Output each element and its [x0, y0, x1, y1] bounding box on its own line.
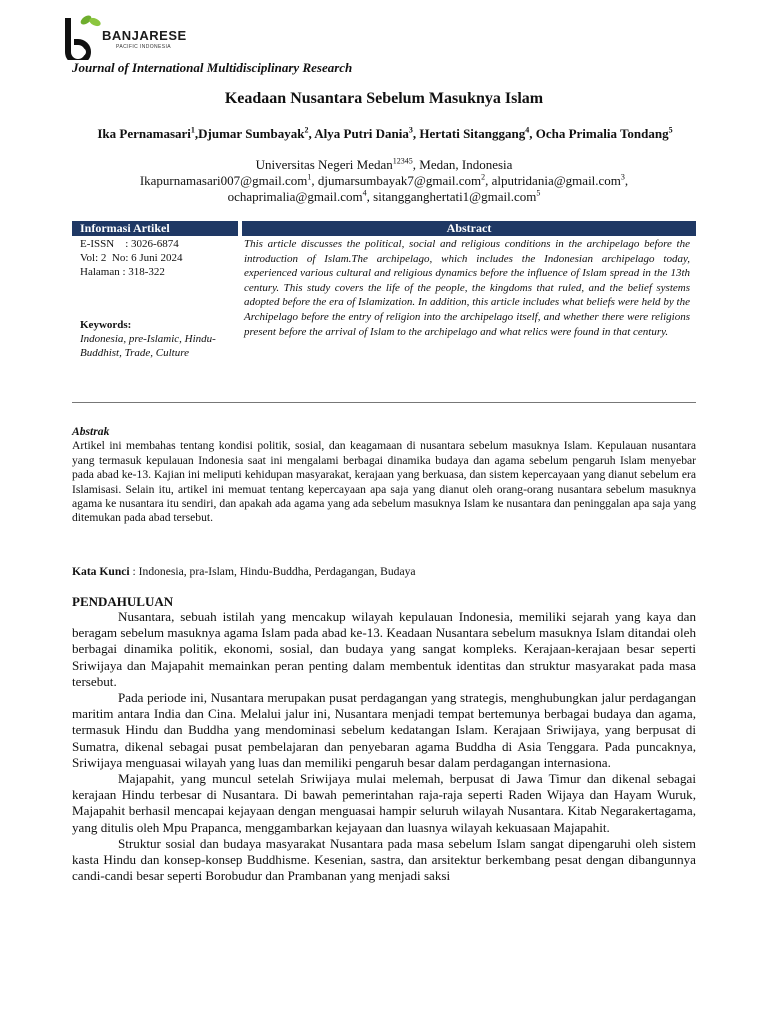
author-name: Alya Putri Dania — [314, 126, 409, 141]
brand-subtitle: PACIFIC INDONESIA — [116, 44, 172, 50]
article-info-table — [72, 221, 696, 403]
email-link[interactable]: alputridania@gmail.com — [491, 173, 621, 188]
paragraph: Majapahit, yang muncul setelah Sriwijaya mulai melemah, berpusat di Jawa Timur dan dikenal sebagai kerajaan Hindu terbesar di Nusantara. Di bawah pemerintahan raja-raja seperti Raden Wijaya dan Hayam Wuruk, Majapahit berhasil mencapai kejayaan dengan menguasai hampir seluruh wilayah Nusantara. Kitab Negarakertagama, yang ditulis oleh Mpu Prapanca, menggambarkan kejayaan dan luasnya wilayah kekuasaan Majapahit. — [72, 771, 696, 835]
divider — [72, 402, 696, 403]
affiliation: Universitas Negeri Medan — [255, 157, 393, 172]
email-sup: 5 — [536, 188, 541, 198]
author-sup: 5 — [668, 125, 673, 135]
english-abstract: This article discusses the political, social and religious conditions in the archipelago before the introduction of Islam.The archipelago, which includes the Indonesian archipelago today, experienced various cultural and religious dynamics before the influence of Islam spread in the 13th century. This study covers the life of the people, the kingdoms that ruled, and the belief systems adopted before the era of Islamization. In addition, this article includes what beliefs were held by the Archipelago before the entry of religion into the archipelago itself, and whether there were religions present before the arrival of Islam to the archipelago and what relics were found in that century. — [244, 238, 690, 338]
keywords-block — [80, 318, 230, 360]
brand-name: BANJARESE — [102, 28, 187, 43]
kata-kunci-value: : Indonesia, pra-Islam, Hindu-Buddha, Perdagangan, Budaya — [129, 565, 416, 578]
author-name: Ocha Primalia Tondang — [535, 126, 669, 141]
abstrak-block — [72, 425, 696, 526]
pages: Halaman : 318-322 — [80, 266, 165, 278]
kata-kunci-label: Kata Kunci — [72, 565, 130, 578]
author-name: Djumar Sumbayak — [198, 126, 305, 141]
paragraph: Pada periode ini, Nusantara merupakan pusat perdagangan yang strategis, menghubungkan jalur perdagangan maritim antara India dan Cina. Melalui jalur ini, Nusantara menjadi tempat bertemunya berbagai budaya dan agama, termasuk Hindu dan Buddha yang mendominasi sebelum kedatangan Islam. Kerajaan Sriwijaya, yang berpusat di Sumatra, dikenal sebagai pusat pembelajaran dan penyebaran agama Buddha di Asia Tenggara. Pada puncaknya, Sriwijaya menguasai wilayah yang luas dan memiliki pengaruh besar dalam perdagangan internasiona. — [72, 690, 696, 770]
article-meta — [80, 237, 182, 279]
author-sup: 3 — [408, 125, 413, 135]
email-link[interactable]: sitangganghertati1@gmail.com — [373, 189, 537, 204]
paragraph: Struktur sosial dan budaya masyarakat Nusantara pada masa sebelum Islam sangat dipengaruhi oleh sistem kasta Hindu dan konsep-konsep Buddhisme. Kesenian, sastra, dan arsitektur berkembang pesat dengan dibangunnya candi-candi besar seperti Borobudur dan Prambanan yang menjadi saksi — [72, 835, 696, 884]
author-sup: 4 — [525, 125, 530, 135]
info-header: Informasi Artikel — [72, 221, 238, 236]
email-sup: 1 — [307, 172, 312, 182]
email-sup: 2 — [481, 172, 486, 182]
author-sup: 2 — [304, 125, 309, 135]
volume: Vol: 2 No: 6 Juni 2024 — [80, 252, 183, 264]
author-name: Hertati Sitanggang — [419, 126, 526, 141]
journal-name: Journal of International Multidisciplinary Research — [72, 60, 353, 75]
email-link[interactable]: djumarsumbayak7@gmail.com — [317, 173, 482, 188]
email-sup: 4 — [362, 188, 367, 198]
section-body — [72, 609, 696, 884]
abstract-header: Abstract — [242, 221, 696, 236]
email-sup: 3 — [620, 172, 625, 182]
publisher-logo — [64, 12, 204, 60]
abstrak-heading: Abstrak — [72, 425, 110, 438]
author-list: Ika Pernamasari$^1$,Djumar Sumbayak$^2$, Alya Putri Dania$^3$, Hertati Sitanggang$^4$, Ocha Primalia Tondang$^5$ — [97, 125, 673, 141]
email-link[interactable]: ochaprimalia@gmail.com — [227, 189, 363, 204]
email-link[interactable]: Ikapurnamasari007@gmail.com — [139, 173, 308, 188]
keywords-label: Keywords: — [80, 319, 132, 331]
eissn: E-ISSN : 3026-6874 — [80, 238, 179, 250]
keywords-value: Indonesia, pre-Islamic, Hindu-Buddhist, Trade, Culture — [80, 333, 216, 359]
paragraph: Nusantara, sebuah istilah yang mencakup wilayah kepulauan Indonesia, memiliki sejarah yang kaya dan beragam sebelum masuknya agama Islam pada abad ke-13. Keadaan Nusantara sebelum masuknya Islam ditandai oleh berbagai dinamika politik, ekonomi, sosial, dan budaya yang sangat kompleks. Kerajaan-kerajaan besar seperti Sriwijaya dan Majapahit memainkan peran penting dalam membentuk identitas dan struktur masyarakat pada masa tersebut. — [72, 609, 696, 689]
section-title: PENDAHULUAN — [72, 594, 174, 609]
affiliation-sup: 12345 — [392, 156, 413, 166]
author-sup: 1 — [190, 125, 195, 135]
author-name: Ika Pernamasari — [97, 126, 191, 141]
affiliation-city: , Medan, Indonesia — [412, 157, 513, 172]
kata-kunci — [72, 565, 416, 578]
abstrak-text: Artikel ini membahas tentang kondisi politik, sosial, dan keagamaan di nusantara sebelum masuknya Islam. Kepulauan nusantara yang termasuk kepulauan Indonesia saat ini mengalami berbagai dinamika budaya dan agama sebelum pengaruh Islam menyebar pada abad ke-13. Kajian ini meliputi kehidupan masyarakat, kerajaan yang berkuasa, dan sistem kepercayaan yang dianut sebelum era Islamisasi. Selain itu, artikel ini memuat tentang kepercayaan apa saja yang dianut oleh orang-orang nusantara sebelum masuknya agama ke nusantara itu sendiri, dan apakah ada agama yang ada sebelum masuknya Islam ke nusantara dan peninggalan apa saja yang ditemukan pada abad tersebut. — [72, 439, 696, 525]
affiliation-block: Universitas Negeri Medan$^{12345}$, Medan, Indonesia Ikapurnamasari007@gmail.com$^1$, djumarsumbayak7@gmail.com$^2$, alputridania@gmail.com$^3$, ochaprimalia@gmail.com$^4$, sitangganghertati1@gmail.com$^5$ — [139, 156, 629, 204]
article-title: Keadaan Nusantara Sebelum Masuknya Islam — [224, 90, 544, 107]
